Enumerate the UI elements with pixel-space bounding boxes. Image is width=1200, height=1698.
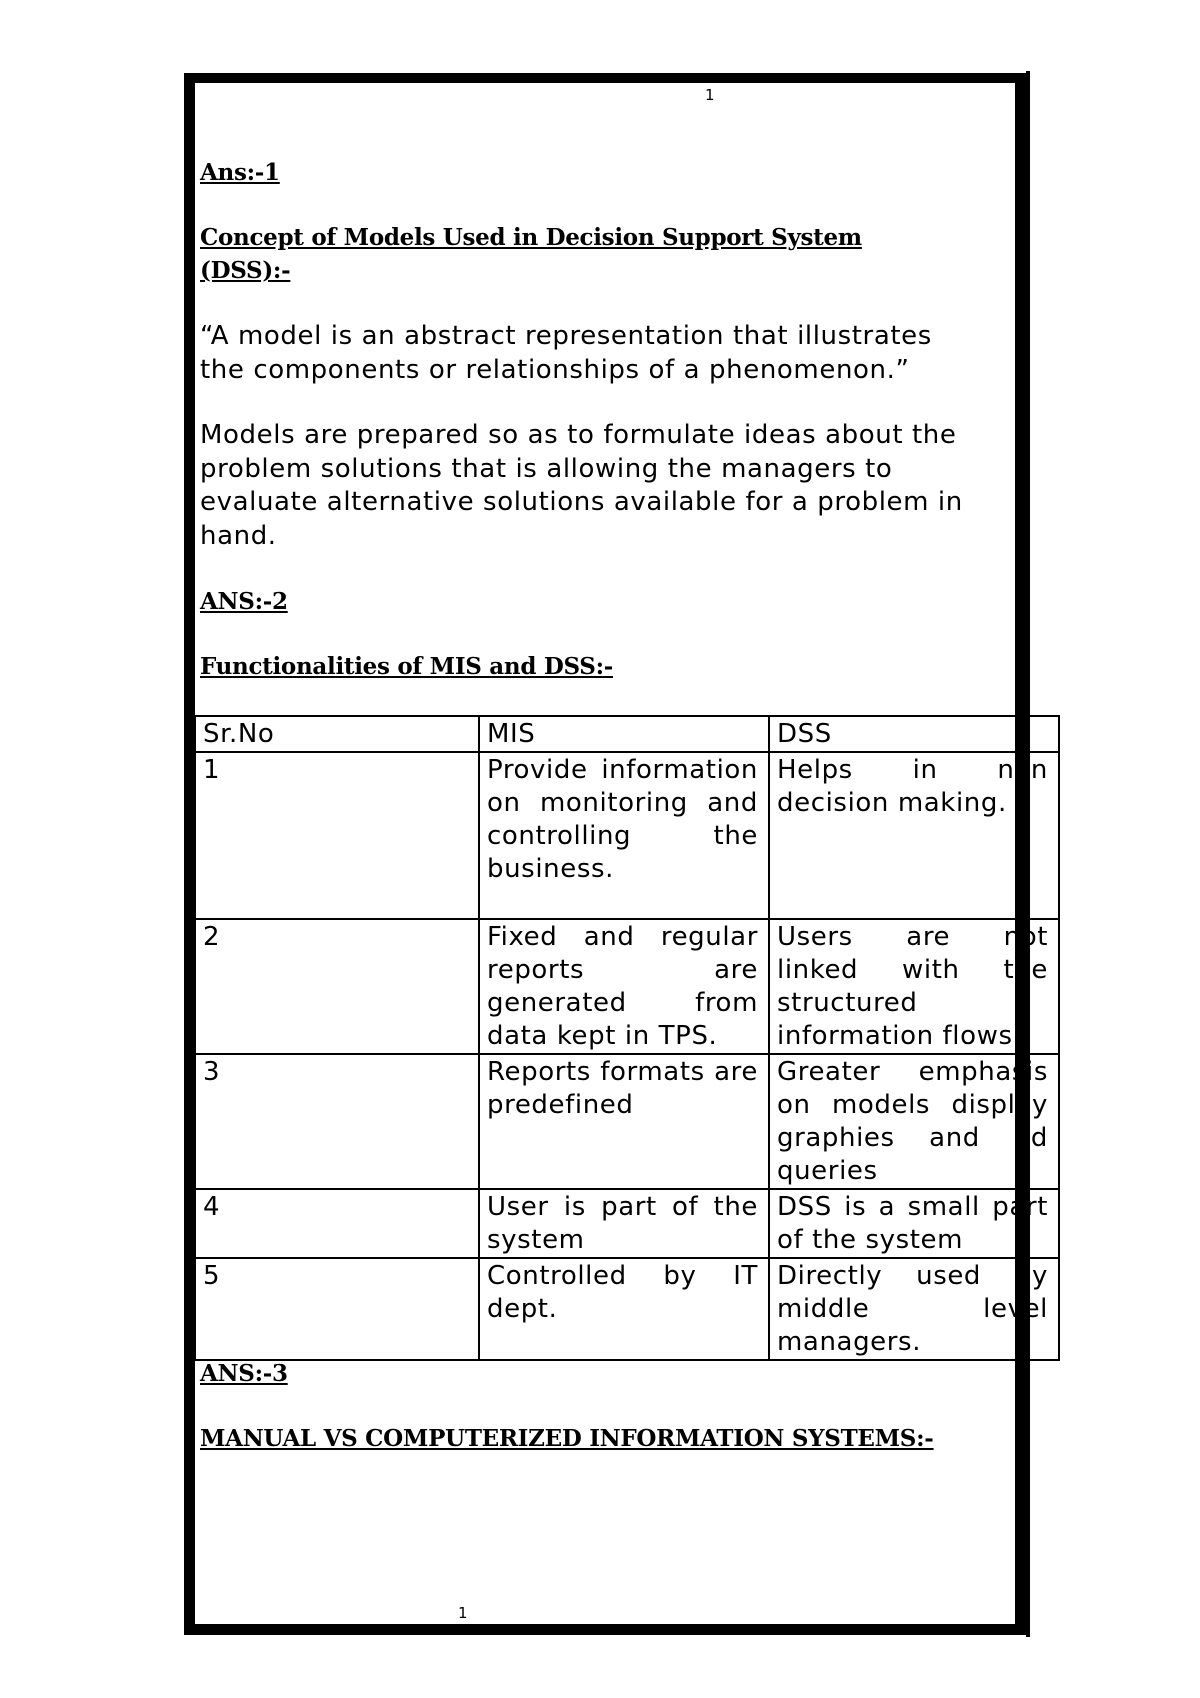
table-row [195,919,1059,1054]
cell-srno: 4 [195,1189,479,1258]
cell-srno: 1 [195,752,479,919]
header-dss: DSS [769,716,1059,752]
table-row [195,1054,1059,1189]
header-mis: MIS [479,716,769,752]
ans1-quote: “A model is an abstract representation that illustrates the components or relationships of a phenomenon.” [200,321,932,385]
table-row [195,1258,1059,1360]
table-row [195,752,1059,919]
ans1-body: Models are prepared so as to formulate ideas about the problem solutions that is allowing the managers to evaluate alternative solutions available for a problem in hand. [200,420,963,551]
cell-dss: Users are not linked with the structured information flows [769,919,1059,1054]
cell-mis: Reports formats are predefined [479,1054,769,1189]
ans3-label: ANS:-3 [200,1360,288,1387]
table-row [195,1189,1059,1258]
cell-dss: DSS is a small part of the system [769,1189,1059,1258]
cell-mis: Fixed and regular reports are generated from data kept in TPS. [479,919,769,1054]
cell-mis: User is part of the system [479,1189,769,1258]
ans2-title: Functionalities of MIS and DSS:- [200,653,614,680]
cell-srno: 5 [195,1258,479,1360]
cell-dss: Directly used by middle level managers. [769,1258,1059,1360]
cell-dss: Greater emphasis on models display graphies and ad queries [769,1054,1059,1189]
cell-mis: Controlled by IT dept. [479,1258,769,1360]
cell-dss: Helps in non decision making. [769,752,1059,919]
ans1-body-paragraph [200,419,1000,553]
cell-srno: 2 [195,919,479,1054]
ans1-quote-paragraph [200,320,980,387]
bottom-page-number: 1 [458,1604,468,1622]
header-srno: Sr.No [195,716,479,752]
ans3-title: MANUAL VS COMPUTERIZED INFORMATION SYSTEMS:- [200,1425,934,1452]
ans2-label: ANS:-2 [200,588,288,615]
table-header-row [195,716,1059,752]
ans1-label: Ans:-1 [200,159,280,186]
ans1-title-line1: Concept of Models Used in Decision Support System [200,224,862,251]
functionalities-table [194,715,1060,1361]
cell-srno: 3 [195,1054,479,1189]
ans1-title-line2: (DSS):- [200,257,291,284]
cell-mis: Provide information on monitoring and controlling the business. [479,752,769,919]
top-page-number: 1 [705,86,715,104]
